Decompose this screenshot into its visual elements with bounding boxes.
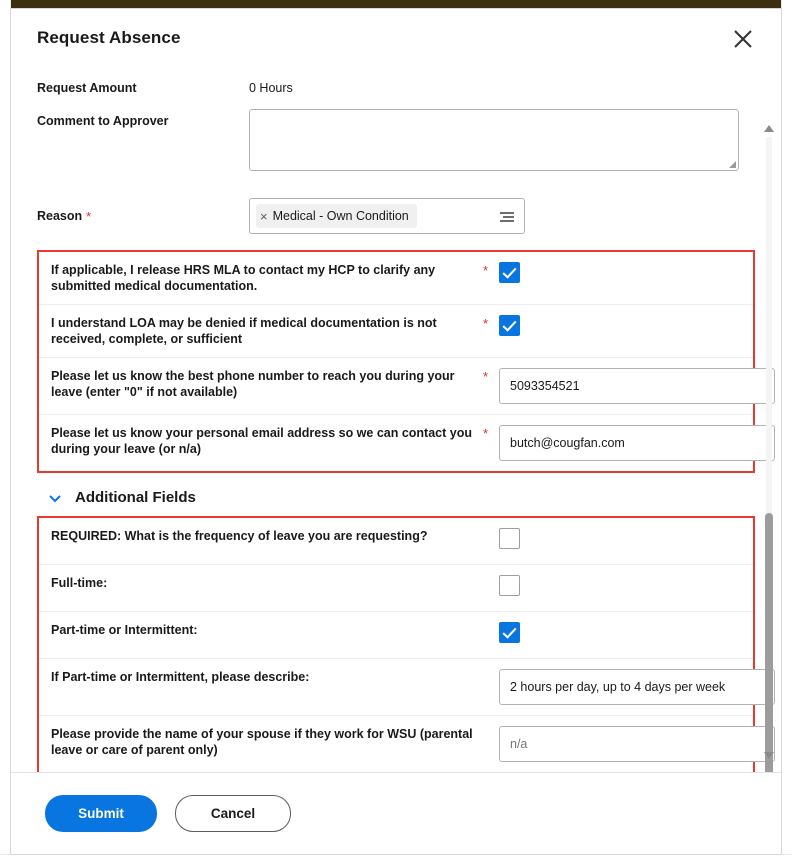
spouse-name-label: Please provide the name of your spouse if they work for WSU (parental leave or care of parent only) bbox=[51, 727, 473, 757]
loa-denied-understanding-control bbox=[499, 315, 741, 341]
remove-reason-icon[interactable]: × bbox=[260, 208, 268, 224]
page-bottom-edge bbox=[0, 854, 792, 863]
comment-to-approver-textarea[interactable] bbox=[249, 109, 739, 171]
request-amount-row bbox=[37, 75, 755, 101]
comment-to-approver-label: Comment to Approver bbox=[37, 114, 169, 128]
reason-multiselect[interactable] bbox=[249, 198, 525, 234]
additional-fields-group bbox=[37, 516, 755, 772]
question-row bbox=[39, 518, 753, 565]
required-marker bbox=[483, 622, 499, 640]
part-time-intermittent-control bbox=[499, 622, 741, 648]
frequency-of-leave-control bbox=[499, 528, 741, 554]
additional-fields-header[interactable] bbox=[37, 489, 755, 506]
release-hrs-mla-control bbox=[499, 262, 741, 288]
best-phone-number-label: Please let us know the best phone number to reach you during your leave (enter "0" if not available) bbox=[51, 369, 455, 399]
part-time-intermittent-checkbox[interactable] bbox=[499, 622, 520, 643]
reason-row bbox=[37, 198, 755, 234]
full-time-label: Full-time: bbox=[51, 576, 108, 590]
release-hrs-mla-checkbox[interactable] bbox=[499, 262, 520, 283]
chevron-down-icon[interactable] bbox=[47, 490, 63, 506]
required-marker: * bbox=[483, 263, 489, 278]
release-hrs-mla-label: If applicable, I release HRS MLA to contact my HCP to clarify any submitted medical documentation. bbox=[51, 263, 436, 293]
reason-pill-label: Medical - Own Condition bbox=[272, 209, 409, 223]
required-marker bbox=[483, 669, 499, 687]
cancel-button[interactable]: Cancel bbox=[175, 795, 291, 832]
required-questions-group bbox=[37, 250, 755, 473]
request-absence-dialog bbox=[10, 8, 782, 855]
submit-button[interactable]: Submit bbox=[45, 795, 157, 832]
frequency-of-leave-label: REQUIRED: What is the frequency of leave you are requesting? bbox=[51, 529, 428, 543]
frequency-of-leave-checkbox[interactable] bbox=[499, 528, 520, 549]
question-row bbox=[39, 415, 753, 471]
best-phone-number-control bbox=[499, 368, 775, 404]
full-time-control bbox=[499, 575, 741, 601]
part-time-describe-input[interactable]: 2 hours per day, up to 4 days per week bbox=[499, 669, 775, 705]
question-row bbox=[39, 305, 753, 358]
required-marker bbox=[483, 575, 499, 593]
part-time-intermittent-label: Part-time or Intermittent: bbox=[51, 623, 198, 637]
question-row bbox=[39, 716, 753, 772]
question-row bbox=[39, 659, 753, 716]
reason-selected-pill bbox=[256, 204, 417, 228]
spouse-name-control bbox=[499, 726, 775, 762]
question-row bbox=[39, 612, 753, 659]
comment-to-approver-row bbox=[37, 109, 755, 171]
required-marker: * bbox=[483, 369, 489, 384]
part-time-describe-control bbox=[499, 669, 775, 705]
request-amount-label: Request Amount bbox=[37, 81, 137, 95]
scroll-down-icon[interactable] bbox=[763, 750, 775, 762]
question-row bbox=[39, 565, 753, 612]
form-scrollbar[interactable] bbox=[763, 123, 775, 762]
question-row bbox=[39, 252, 753, 305]
page-right-edge bbox=[781, 0, 792, 863]
scroll-up-icon[interactable] bbox=[763, 123, 775, 135]
personal-email-label: Please let us know your personal email address so we can contact you during your leave (or n/a) bbox=[51, 426, 472, 456]
full-time-checkbox[interactable] bbox=[499, 575, 520, 596]
loa-denied-understanding-checkbox[interactable] bbox=[499, 315, 520, 336]
dialog-header bbox=[11, 9, 781, 67]
dialog-body bbox=[11, 67, 781, 772]
reason-required-marker: * bbox=[86, 208, 92, 224]
spouse-name-input[interactable]: n/a bbox=[499, 726, 775, 762]
list-icon[interactable] bbox=[498, 208, 516, 226]
loa-denied-understanding-label: I understand LOA may be denied if medical documentation is not received, complete, or sufficient bbox=[51, 316, 437, 346]
required-marker bbox=[483, 528, 499, 546]
dialog-title: Request Absence bbox=[37, 28, 181, 47]
best-phone-number-input[interactable]: 5093354521 bbox=[499, 368, 775, 404]
additional-fields-title: Additional Fields bbox=[75, 489, 196, 506]
required-marker bbox=[483, 726, 499, 744]
form-scroll-area bbox=[11, 67, 781, 772]
required-marker: * bbox=[483, 426, 489, 441]
scrollbar-thumb[interactable] bbox=[765, 513, 773, 772]
personal-email-control bbox=[499, 425, 775, 461]
close-icon[interactable] bbox=[727, 23, 759, 55]
page-top-edge bbox=[0, 0, 792, 8]
dialog-footer bbox=[11, 772, 781, 854]
reason-label-wrap bbox=[37, 208, 249, 224]
part-time-describe-label: If Part-time or Intermittent, please describe: bbox=[51, 670, 310, 684]
request-amount-value: 0 Hours bbox=[249, 81, 293, 95]
personal-email-input[interactable]: butch@cougfan.com bbox=[499, 425, 775, 461]
question-row bbox=[39, 358, 753, 415]
top-fields bbox=[37, 67, 755, 234]
reason-label: Reason bbox=[37, 209, 83, 223]
required-marker: * bbox=[483, 316, 489, 331]
